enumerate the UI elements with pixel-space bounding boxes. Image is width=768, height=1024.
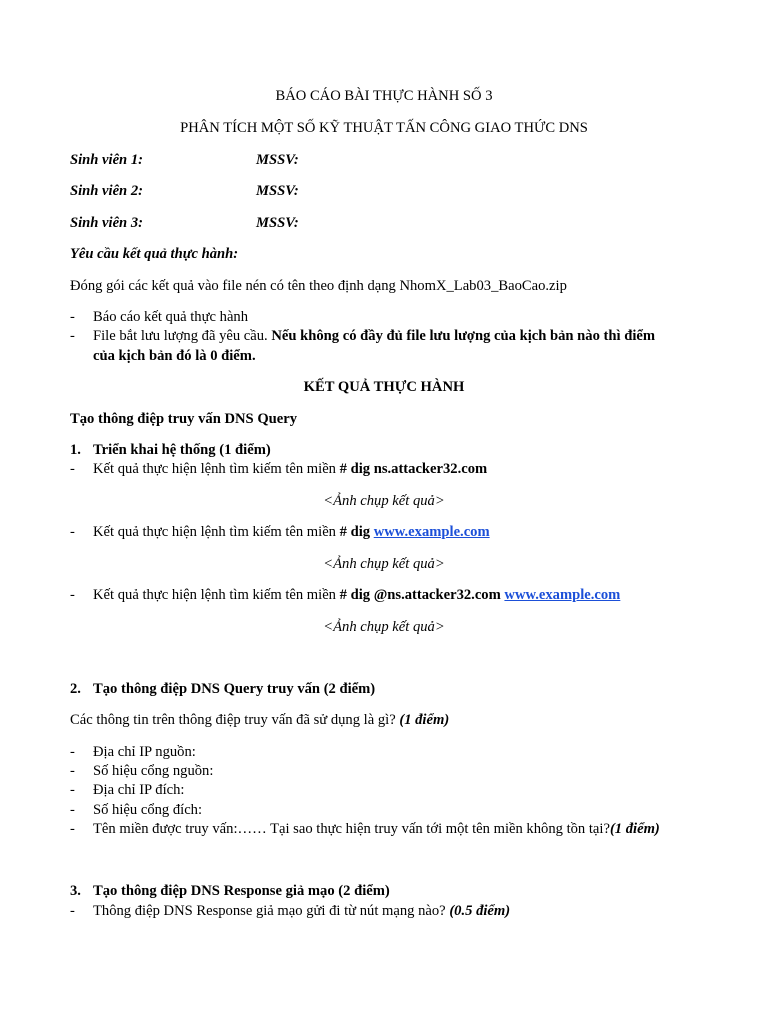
section-title: Tạo thông điệp DNS Query truy vấn (2 điểm) bbox=[93, 681, 376, 697]
command-text: # dig bbox=[339, 524, 371, 540]
section-title: Tạo thông điệp DNS Response giả mạo (2 điểm) bbox=[93, 883, 390, 899]
dash: - bbox=[70, 524, 75, 540]
question-score: (0.5 điểm) bbox=[449, 903, 511, 919]
question-score: (1 điểm) bbox=[609, 821, 660, 837]
list-item-text: Địa chỉ IP đích: bbox=[93, 782, 185, 798]
dash: - bbox=[70, 782, 75, 798]
list-item-text: Địa chỉ IP nguồn: bbox=[93, 744, 196, 760]
student-1-label: Sinh viên 1: bbox=[70, 152, 143, 168]
dash: - bbox=[70, 587, 75, 603]
dash: - bbox=[70, 763, 75, 779]
list-item-text: Số hiệu cổng nguồn: bbox=[93, 763, 214, 779]
command-prefix: Kết quả thực hiện lệnh tìm kiếm tên miền bbox=[93, 524, 336, 540]
section-title: Triển khai hệ thống (1 điểm) bbox=[93, 442, 271, 458]
dash: - bbox=[70, 461, 75, 477]
question-score: (1 điểm) bbox=[399, 712, 450, 728]
warning-text-cont: của kịch bản đó là 0 điểm. bbox=[93, 348, 256, 364]
student-2-mssv: MSSV: bbox=[256, 183, 299, 199]
screenshot-placeholder: <Ảnh chụp kết quả> bbox=[323, 556, 445, 572]
list-item-text: Số hiệu cổng đích: bbox=[93, 802, 203, 818]
student-3-label: Sinh viên 3: bbox=[70, 215, 143, 231]
student-2-label: Sinh viên 2: bbox=[70, 183, 143, 199]
dash: - bbox=[70, 328, 75, 344]
dash: - bbox=[70, 821, 75, 837]
command-text: # dig @ns.attacker32.com bbox=[339, 587, 501, 603]
dash: - bbox=[70, 744, 75, 760]
dash: - bbox=[70, 309, 75, 325]
question-text: Tên miền được truy vấn:…… Tại sao thực hiện truy vấn tới một tên miền không tồn tại? bbox=[93, 821, 610, 837]
dash: - bbox=[70, 802, 75, 818]
list-item-text: Báo cáo kết quả thực hành bbox=[93, 309, 249, 325]
list-item-text bbox=[93, 820, 660, 838]
screenshot-placeholder: <Ảnh chụp kết quả> bbox=[323, 619, 445, 635]
list-item-plain: File bắt lưu lượng đã yêu cầu. bbox=[93, 328, 268, 344]
warning-text: Nếu không có đầy đủ file lưu lượng của kịch bản nào thì điểm bbox=[271, 328, 656, 344]
question-text: Các thông tin trên thông điệp truy vấn đã sử dụng là gì? bbox=[70, 712, 396, 728]
requirements-heading: Yêu cầu kết quả thực hành: bbox=[70, 246, 239, 262]
dash: - bbox=[70, 903, 75, 919]
command-prefix: Kết quả thực hiện lệnh tìm kiếm tên miền bbox=[93, 461, 336, 477]
results-subheading: Tạo thông điệp truy vấn DNS Query bbox=[70, 411, 298, 427]
report-subtitle: PHÂN TÍCH MỘT SỐ KỸ THUẬT TẤN CÔNG GIAO THỨC DNS bbox=[180, 120, 588, 136]
command-prefix: Kết quả thực hiện lệnh tìm kiếm tên miền bbox=[93, 587, 336, 603]
list-item-text bbox=[93, 523, 490, 541]
list-item-text bbox=[93, 902, 510, 920]
screenshot-placeholder: <Ảnh chụp kết quả> bbox=[323, 493, 445, 509]
question-text: Thông điệp DNS Response giả mạo gửi đi từ nút mạng nào? bbox=[93, 903, 446, 919]
student-3-mssv: MSSV: bbox=[256, 215, 299, 231]
list-item-text bbox=[93, 460, 487, 478]
results-heading: KẾT QUẢ THỰC HÀNH bbox=[303, 379, 465, 395]
student-1-mssv: MSSV: bbox=[256, 152, 299, 168]
list-item-text bbox=[93, 586, 620, 604]
section-number: 3. bbox=[70, 883, 81, 899]
command-text: # dig ns.attacker32.com bbox=[339, 461, 488, 477]
requirements-intro: Đóng gói các kết quả vào file nén có tên theo định dạng NhomX_Lab03_BaoCao.zip bbox=[70, 278, 567, 294]
example-link[interactable]: www.example.com bbox=[373, 524, 490, 540]
section-2-question bbox=[70, 711, 449, 729]
section-number: 2. bbox=[70, 681, 81, 697]
list-item-text bbox=[93, 327, 655, 345]
report-title: BÁO CÁO BÀI THỰC HÀNH SỐ 3 bbox=[275, 88, 493, 104]
section-number: 1. bbox=[70, 442, 81, 458]
example-link[interactable]: www.example.com bbox=[504, 587, 621, 603]
